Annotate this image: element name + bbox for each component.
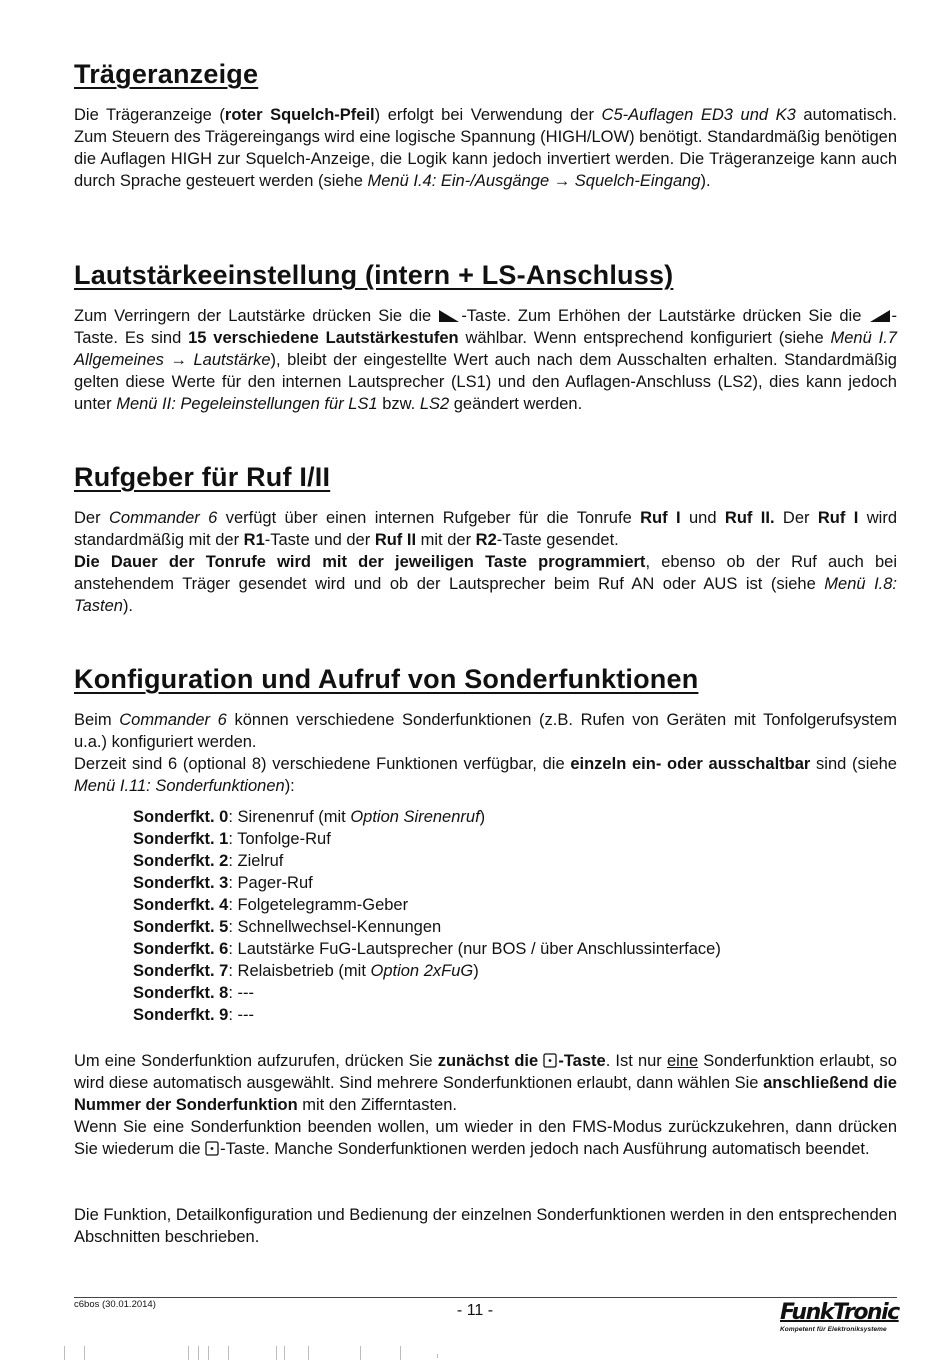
list-item: Sonderfkt. 6: Lautstärke FuG-Lautsprecher (nur BOS / über Anschlussinterface) bbox=[133, 940, 721, 958]
section-title-lautstaerke: Lautstärkeeinstellung (intern + LS-Anschluss) bbox=[74, 260, 674, 290]
special-function-key-icon bbox=[543, 1053, 557, 1068]
logo-tagline: Kompetent für Elektroniksysteme bbox=[780, 1326, 887, 1333]
print-marks bbox=[64, 1346, 464, 1360]
list-item: Sonderfkt. 4: Folgetelegramm-Geber bbox=[133, 896, 409, 914]
page-number: - 11 - bbox=[456, 1302, 494, 1319]
list-item: Sonderfkt. 9: --- bbox=[133, 1006, 255, 1024]
list-item: Sonderfkt. 7: Relaisbetrieb (mit Option 2xFuG) bbox=[133, 962, 479, 980]
footer-divider bbox=[74, 1297, 897, 1298]
special-function-key-icon bbox=[205, 1141, 219, 1156]
list-item: Sonderfkt. 3: Pager-Ruf bbox=[133, 874, 313, 892]
list-item: Sonderfkt. 5: Schnellwechsel-Kennungen bbox=[133, 918, 442, 936]
section-title-traegeranzeige: Trägeranzeige bbox=[74, 59, 259, 89]
logo-wordmark: FunkTronic bbox=[780, 1300, 899, 1325]
volume-down-key-icon bbox=[438, 309, 460, 323]
funktronic-logo bbox=[780, 1300, 898, 1334]
list-item: Sonderfkt. 0: Sirenenruf (mit Option Sirenenruf) bbox=[133, 808, 486, 826]
list-item: Sonderfkt. 2: Zielruf bbox=[133, 852, 284, 870]
paragraph-traegeranzeige: Die Trägeranzeige (roter Squelch-Pfeil) erfolgt bei Verwendung der C5-Auflagen ED3 und K3 automatisch. Zum Steuern des Trägereingangs wird eine logische Spannung (HIGH/LOW) benötigt. Standardmäßig benötigen die Auflagen HIGH zur Squelch-Anzeige, die Logik kann jedoch invertiert werden. Die Trägeranzeige kann auch durch Sprache gesteuert werden (siehe Menü I.4: Ein-/Ausgänge → Squelch-Eingang). bbox=[74, 106, 897, 190]
paragraph-sonderfunktion-aufruf: Um eine Sonderfunktion aufzurufen, drücken Sie zunächst die -Taste. Ist nur eine Sonderfunktion erlaubt, so wird diese automatisch ausgewählt. Sind mehrere Sonderfunktionen erlaubt, dann wählen Sie anschließend die Nummer der Sonderfunktion mit den Zifferntasten. Wenn Sie eine Sonderfunktion beenden wollen, um wieder in den FMS-Modus zurückzukehren, dann drücken Sie wiederum die -Taste. Manche Sonderfunktionen werden jedoch nach Ausführung automatisch beendet. bbox=[74, 1052, 897, 1158]
section-title-rufgeber: Rufgeber für Ruf I/II bbox=[74, 462, 331, 492]
paragraph-lautstaerke: Zum Verringern der Lautstärke drücken Sie die -Taste. Zum Erhöhen der Lautstärke drücken Sie die -Taste. Es sind 15 verschiedene Lautstärkestufen wählbar. Wenn entsprechend konfiguriert (siehe Menü I.7 Allgemeines → Lautstärke), bleibt der eingestellte Wert auch nach dem Ausschalten erhalten. Standardmäßig gelten diese Werte für den internen Lautsprecher (LS1) und den Auflagen-Anschluss (LS2), dies kann jedoch unter Menü II: Pegeleinstellungen für LS1 bzw. LS2 geändert werden. bbox=[74, 307, 897, 413]
sonderfunktionen-list bbox=[133, 806, 721, 1026]
paragraph-sonderfunktion-abschluss: Die Funktion, Detailkonfiguration und Bedienung der einzelnen Sonderfunktionen werden in den entsprechenden Abschnitten beschrieben. bbox=[74, 1206, 897, 1246]
list-item: Sonderfkt. 1: Tonfolge-Ruf bbox=[133, 830, 331, 848]
section-title-sonderfunktionen: Konfiguration und Aufruf von Sonderfunktionen bbox=[74, 664, 699, 694]
paragraph-rufgeber: Der Commander 6 verfügt über einen internen Rufgeber für die Tonrufe Ruf I und Ruf II. Der Ruf I wird standardmäßig mit der R1-Taste und der Ruf II mit der R2-Taste gesendet. Die Dauer der Tonrufe wird mit der jeweiligen Taste programmiert, ebenso ob der Ruf auch bei anstehendem Träger gesendet wird und ob der Lautsprecher beim Ruf AN oder AUS ist (siehe Menü I.8: Tasten). bbox=[74, 509, 898, 615]
footer-doc-id: c6bos (30.01.2014) bbox=[74, 1299, 156, 1310]
volume-up-key-icon bbox=[869, 309, 891, 323]
list-item: Sonderfkt. 8: --- bbox=[133, 984, 255, 1002]
paragraph-sonderfunktionen-intro: Beim Commander 6 können verschiedene Sonderfunktionen (z.B. Rufen von Geräten mit Tonfolgerufsystem u.a.) konfiguriert werden. Derzeit sind 6 (optional 8) verschiedene Funktionen verfügbar, die einzeln ein- oder ausschaltbar sind (siehe Menü I.11: Sonderfunktionen): bbox=[74, 711, 897, 795]
